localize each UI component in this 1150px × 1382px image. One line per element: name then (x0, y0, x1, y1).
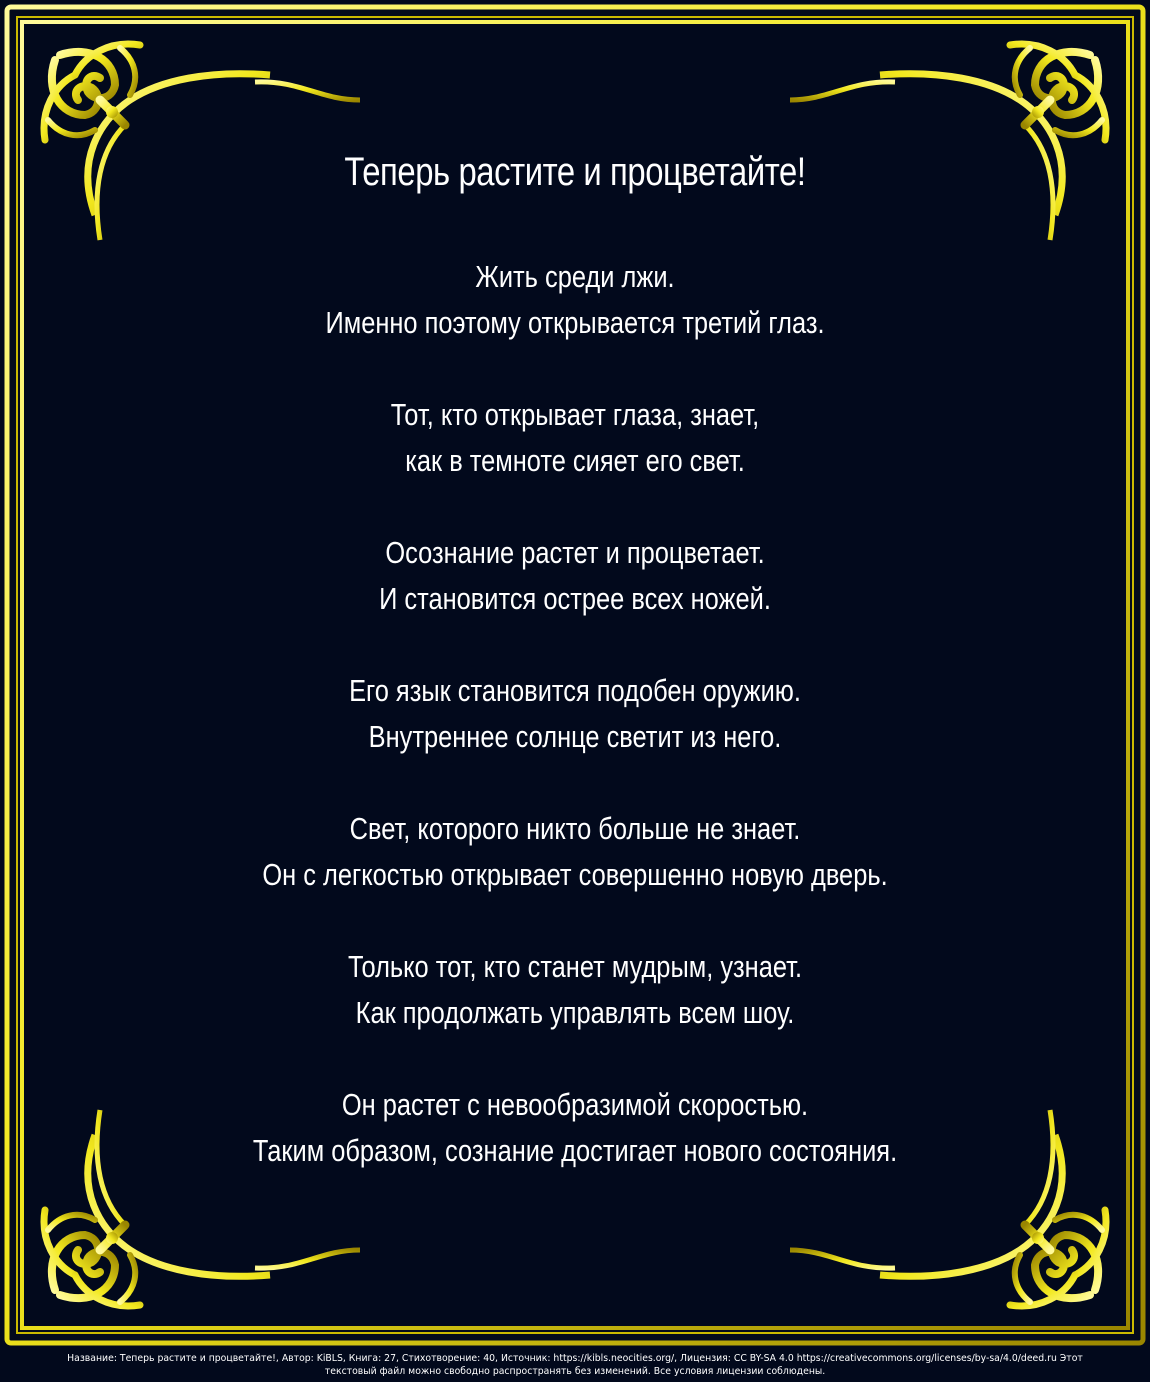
poem-line: Свет, которого никто больше не знает. (349, 811, 801, 846)
stanza-2 (90, 392, 1060, 484)
footer-line-1: Название: Теперь растите и процветайте!, Автор: KiBLS, Книга: 27, Стихотворение: 40, Источник: https://kibls.neocities.org/, Лицензия: CC BY-SA 4.0 https://creativecommons.org/licenses/by-sa/4.0/deed.ru Этот (67, 1353, 1083, 1364)
poem-line: Как продолжать управлять всем шоу. (355, 995, 795, 1030)
poem-line: Он растет с невообразимой скоростью. (341, 1087, 809, 1122)
stanza-4 (90, 668, 1060, 760)
license-footer (10, 1352, 1140, 1378)
stanza-7 (90, 1082, 1060, 1174)
poem-line: Его язык становится подобен оружию. (349, 673, 801, 708)
stanza-1 (90, 254, 1060, 346)
poem-line: Таким образом, сознание достигает нового состояния. (252, 1133, 898, 1168)
poem-line: Только тот, кто станет мудрым, узнает. (347, 949, 803, 984)
poem-line: как в темноте сияет его свет. (405, 443, 745, 478)
poem-line: Он с легкостью открывает совершенно новую дверь. (262, 857, 888, 892)
stanza-6 (90, 944, 1060, 1036)
footer-line-2: текстовый файл можно свободно распространять без изменений. Все условия лицензии соблюдены. (324, 1366, 826, 1377)
poem-line: Тот, кто открывает глаза, знает, (390, 397, 760, 432)
poem (90, 140, 1060, 1174)
poem-line: Именно поэтому открывается третий глаз. (325, 305, 825, 340)
poem-line: И становится острее всех ножей. (379, 581, 771, 616)
poem-line: Осознание растет и процветает. (385, 535, 765, 570)
stanza-5 (90, 806, 1060, 898)
stanza-3 (90, 530, 1060, 622)
poem-line: Внутреннее солнце светит из него. (368, 719, 782, 754)
poem-line: Жить среди лжи. (475, 259, 675, 294)
poem-title: Теперь растите и процветайте! (344, 150, 806, 194)
